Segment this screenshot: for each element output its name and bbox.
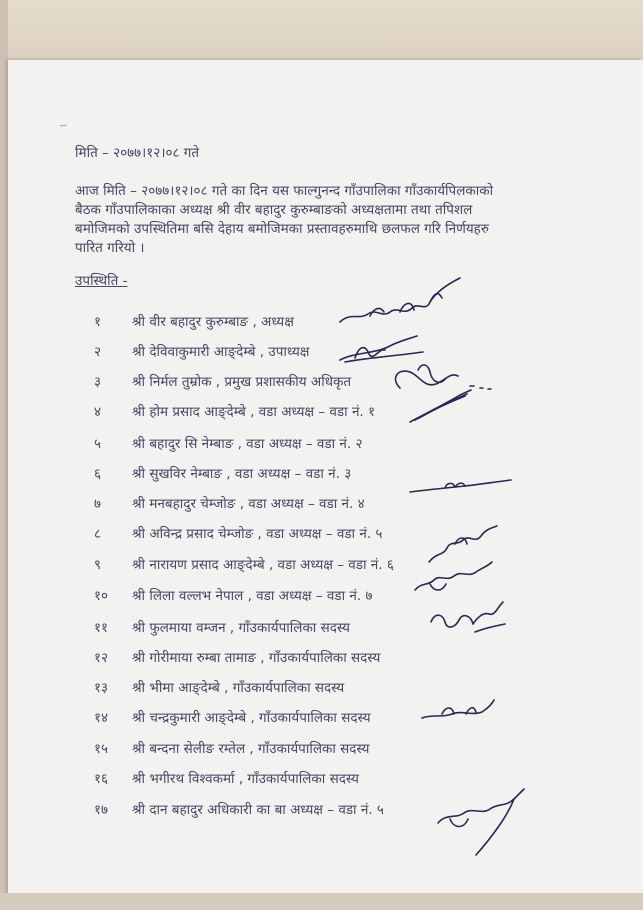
attendee-entry: श्री निर्मल तुम्रोक , प्रमुख प्रशासकीय अधिकृत — [132, 374, 352, 390]
body-line: पारित गरियो । — [75, 240, 145, 256]
attendee-number: १६ — [94, 771, 109, 787]
attendee-entry: श्री फुलमाया वम्जन , गाँउकार्यपालिका सदस्य — [132, 620, 350, 636]
attendee-number: ११ — [94, 620, 109, 636]
attendee-number: १४ — [94, 710, 109, 726]
attendee-entry: श्री भीमा आङ्देम्बे , गाँउकार्यपालिका सदस्य — [132, 680, 345, 696]
attendee-entry: श्री वीर बहादुर कुरुम्बाङ , अध्यक्ष — [132, 314, 294, 330]
attendee-entry: श्री अविन्द्र प्रसाद चेम्जोङ , वडा अध्यक्ष – वडा नं. ५ — [132, 526, 383, 542]
background-top — [0, 0, 643, 62]
attendee-entry: श्री नारायण प्रसाद आङ्देम्बे , वडा अध्यक्ष – वडा नं. ६ — [132, 557, 394, 573]
attendee-entry: श्री दान बहादुर अधिकारी का बा अध्यक्ष – वडा नं. ५ — [132, 802, 384, 818]
attendee-entry: श्री होम प्रसाद आङ्देम्बे , वडा अध्यक्ष – वडा नं. १ — [132, 404, 376, 420]
attendee-entry: श्री मनबहादुर चेम्जोङ , वडा अध्यक्ष – वडा नं. ४ — [132, 496, 365, 512]
attendee-number: १० — [94, 588, 109, 604]
attendee-number: १३ — [94, 680, 109, 696]
attendee-number: २ — [94, 344, 102, 360]
signature — [330, 272, 470, 337]
pen-mark — [55, 120, 145, 140]
body-line: बमोजिमको उपस्थितिमा बसि देहाय बमोजिमका प्रस्तावहरुमाथि छलफल गरि निर्णयहरु — [75, 221, 489, 237]
attendee-number: ५ — [94, 436, 102, 452]
attendee-entry: श्री लिला वल्लभ नेपाल , वडा अध्यक्ष – वडा नं. ७ — [132, 588, 373, 604]
attendee-entry: श्री चन्द्रकुमारी आङ्देम्बे , गाँउकार्यपालिका सदस्य — [132, 710, 371, 726]
attendee-number: ३ — [94, 374, 102, 390]
attendee-entry: श्री बहादुर सि नेम्बाङ , वडा अध्यक्ष – वडा नं. २ — [132, 436, 363, 452]
body-line: बैठक गाँउपालिकाका अध्यक्ष श्री वीर बहादुर कुरुम्बाङको अध्यक्षतामा तथा तपिशल — [75, 202, 473, 218]
body-line: आज मिति – २०७७।१२।०८ गते का दिन यस फाल्गुनन्द गाँउपालिका गाँउकार्यपिलकाको — [75, 183, 494, 199]
attendee-number: ९ — [94, 557, 102, 573]
attendee-entry: श्री बन्दना सेलीङ रम्तेल , गाँउकार्यपालिका सदस्य — [132, 741, 370, 757]
attendee-entry: श्री गोरीमाया रुम्बा तामाङ , गाँउकार्यपालिका सदस्य — [132, 650, 381, 666]
signature — [418, 694, 498, 729]
attendee-number: ४ — [94, 404, 102, 420]
attendee-entry: श्री सुखविर नेम्बाङ , वडा अध्यक्ष – वडा नं. ३ — [132, 466, 352, 482]
attendee-number: १५ — [94, 741, 109, 757]
date-line: मिति – २०७७।१२।०८ गते — [75, 145, 200, 161]
background-bottom — [0, 893, 643, 910]
attendee-entry: श्री देविवाकुमारी आङ्देम्बे , उपाध्यक्ष — [132, 344, 310, 360]
attendee-number: १७ — [94, 802, 109, 818]
attendee-number: १२ — [94, 650, 109, 666]
signature — [405, 474, 515, 499]
signature — [405, 388, 475, 428]
attendee-number: ७ — [94, 496, 102, 512]
attendee-number: ६ — [94, 466, 102, 482]
attendee-entry: श्री भगीरथ विश्वकर्मा , गाँउकार्यपालिका सदस्य — [132, 771, 359, 787]
attendance-heading: उपस्थिति - — [75, 273, 128, 289]
attendee-number: १ — [94, 314, 102, 330]
background-left-edge — [0, 0, 8, 910]
body-paragraph — [75, 182, 570, 258]
signature — [425, 592, 510, 637]
signature — [432, 785, 527, 860]
attendee-number: ८ — [94, 526, 102, 542]
